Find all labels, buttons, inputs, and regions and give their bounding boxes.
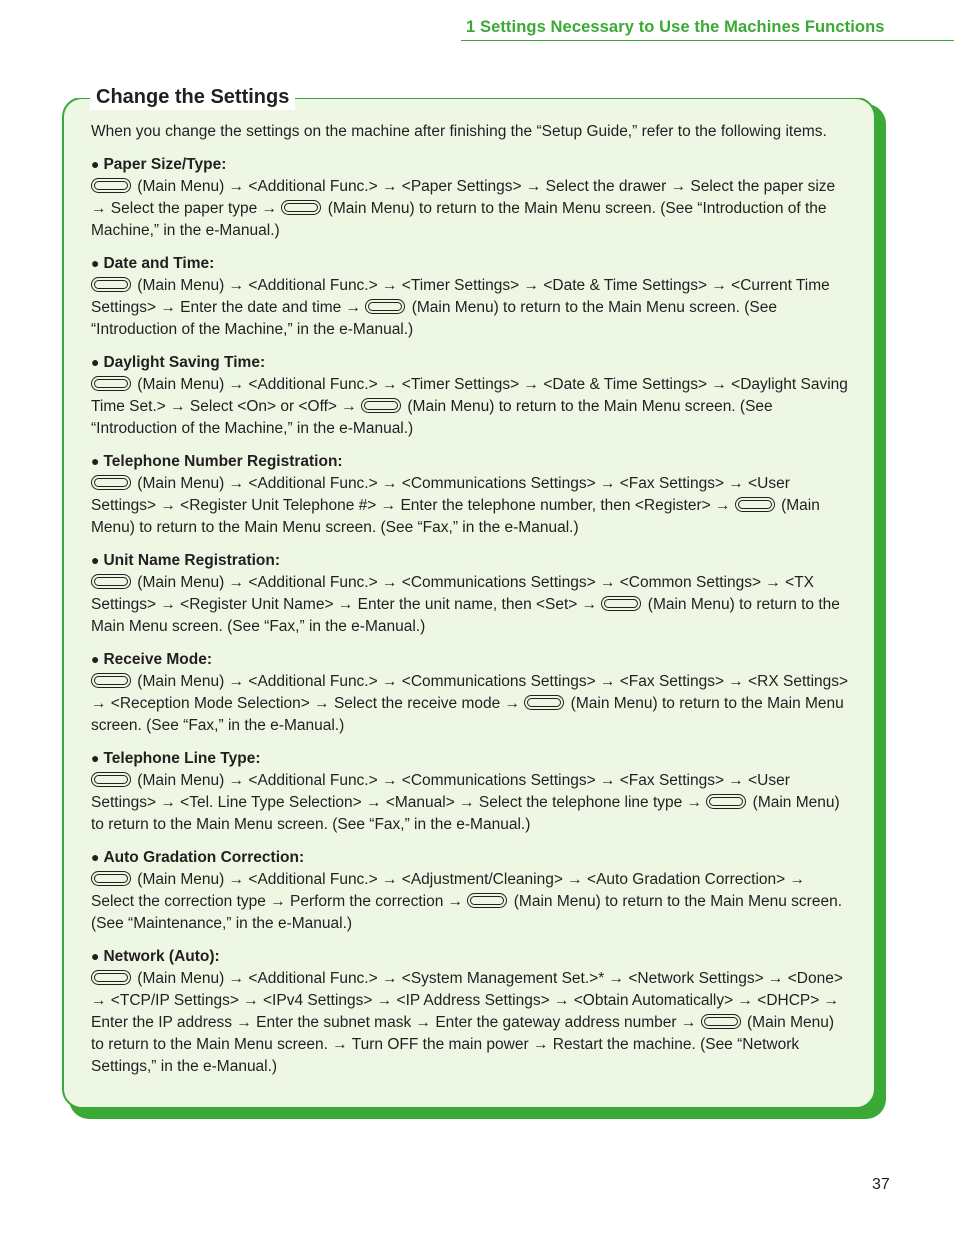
bullet-icon: ● [91,849,100,865]
setting-item-label: Unit Name Registration: [103,552,281,569]
setting-item [91,549,851,638]
main-menu-key-icon [735,497,775,512]
setting-item-label: Receive Mode: [103,651,213,668]
main-menu-key-icon [91,673,131,688]
main-menu-key-icon [91,772,131,787]
step-text: (Main Menu) → <Additional Func.> → <Timer Settings> → <Date & Time Settings> → <Daylight Saving Time Set.> → Select <On> or <Off> → [91,376,848,415]
setting-item-steps [91,275,851,341]
step-text: (Main Menu) to return to the Main Menu screen. (See “Introduction of the Machine,” in the e-Manual.) [91,299,778,338]
step-text: (Main Menu) → <Additional Func.> → <Communications Settings> → <Fax Settings> → <RX Settings> → <Reception Mode Selection> → Select the receive mode → [91,673,849,712]
setting-item-title [91,945,851,968]
setting-item-label: Auto Gradation Correction: [103,849,305,866]
header-rule [461,40,954,41]
setting-item-steps [91,473,851,539]
step-text: (Main Menu) to return to the Main Menu screen. (See “Introduction of the Machine,” in the e-Manual.) [91,200,827,239]
main-menu-key-icon [281,200,321,215]
setting-item [91,846,851,935]
main-menu-key-icon [467,893,507,908]
bullet-icon: ● [91,453,100,469]
step-text: (Main Menu) → <Additional Func.> → <Communications Settings> → <Fax Settings> → <User Settings> → <Register Unit Telephone #> → Enter the telephone number, then <Register> → [91,475,790,514]
setting-item [91,747,851,836]
setting-item-title [91,450,851,473]
main-menu-key-icon [706,794,746,809]
setting-item-title [91,351,851,374]
step-text: (Main Menu) to return to the Main Menu screen. (See “Fax,” in the e-Manual.) [91,497,820,536]
step-text: (Main Menu) → <Additional Func.> → <Adjustment/Cleaning> → <Auto Gradation Correction> → Select the correction type → Perform the correction → [91,871,806,910]
step-text: (Main Menu) to return to the Main Menu screen. (See “Fax,” in the e-Manual.) [91,794,840,833]
setting-item-steps [91,968,851,1078]
panel-title: Change the Settings [90,84,295,110]
step-text: (Main Menu) to return to the Main Menu screen. → Turn OFF the main power → Restart the machine. (See “Network Settings,” in the e-Manual.) [91,1014,835,1075]
setting-item-title [91,846,851,869]
setting-item-title [91,747,851,770]
main-menu-key-icon [91,574,131,589]
bullet-icon: ● [91,948,100,964]
step-text: (Main Menu) → <Additional Func.> → <Communications Settings> → <Fax Settings> → <User Settings> → <Tel. Line Type Selection> → <Manual> → Select the telephone line type → [91,772,790,811]
setting-item-steps [91,374,851,440]
bullet-icon: ● [91,354,100,370]
main-menu-key-icon [91,970,131,985]
setting-item-label: Telephone Number Registration: [103,453,343,470]
settings-list [91,153,851,1078]
step-text: (Main Menu) → <Additional Func.> → <Timer Settings> → <Date & Time Settings> → <Current Time Settings> → Enter the date and time → [91,277,830,316]
setting-item [91,153,851,242]
bullet-icon: ● [91,255,100,271]
setting-item-steps [91,770,851,836]
step-text: (Main Menu) to return to the Main Menu screen. (See “Fax,” in the e-Manual.) [91,596,840,635]
step-text: (Main Menu) → <Additional Func.> → <System Management Set.>* → <Network Settings> → <Done> → <TCP/IP Settings> → <IPv4 Settings> → <IP Address Settings> → <Obtain Automatically> → <DHCP> → Enter the IP address → Enter the subnet mask → Enter the gateway address number → [91,970,843,1031]
setting-item-label: Daylight Saving Time: [103,354,266,371]
setting-item-label: Date and Time: [103,255,215,272]
step-text: (Main Menu) to return to the Main Menu screen. (See “Introduction of the Machine,” in the e-Manual.) [91,398,773,437]
setting-item-steps [91,572,851,638]
setting-item-title [91,549,851,572]
main-menu-key-icon [524,695,564,710]
setting-item [91,648,851,737]
main-menu-key-icon [365,299,405,314]
main-menu-key-icon [91,475,131,490]
main-menu-key-icon [91,178,131,193]
panel-content [91,121,851,1088]
setting-item-label: Network (Auto): [103,948,220,965]
step-text: (Main Menu) → <Additional Func.> → <Communications Settings> → <Common Settings> → <TX Settings> → <Register Unit Name> → Enter the unit name, then <Set> → [91,574,815,613]
setting-item-title [91,252,851,275]
main-menu-key-icon [91,277,131,292]
page-number: 37 [872,1176,890,1193]
setting-item [91,945,851,1078]
setting-item-steps [91,869,851,935]
step-text: (Main Menu) to return to the Main Menu screen. (See “Fax,” in the e-Manual.) [91,695,844,734]
setting-item-title [91,153,851,176]
bullet-icon: ● [91,651,100,667]
setting-item-steps [91,176,851,242]
setting-item-steps [91,671,851,737]
setting-item-label: Paper Size/Type: [103,156,227,173]
setting-item-label: Telephone Line Type: [103,750,261,767]
main-menu-key-icon [701,1014,741,1029]
setting-item [91,252,851,341]
main-menu-key-icon [91,871,131,886]
chapter-title: 1 Settings Necessary to Use the Machines Functions [466,18,885,36]
intro-text: When you change the settings on the machine after finishing the “Setup Guide,” refer to the following items. [91,123,827,140]
main-menu-key-icon [91,376,131,391]
main-menu-key-icon [601,596,641,611]
bullet-icon: ● [91,156,100,172]
step-text: (Main Menu) → <Additional Func.> → <Paper Settings> → Select the drawer → Select the paper size → Select the paper type → [91,178,836,217]
setting-item [91,450,851,539]
main-menu-key-icon [361,398,401,413]
setting-item [91,351,851,440]
step-text: (Main Menu) to return to the Main Menu screen. (See “Maintenance,” in the e-Manual.) [91,893,843,932]
bullet-icon: ● [91,552,100,568]
bullet-icon: ● [91,750,100,766]
setting-item-title [91,648,851,671]
